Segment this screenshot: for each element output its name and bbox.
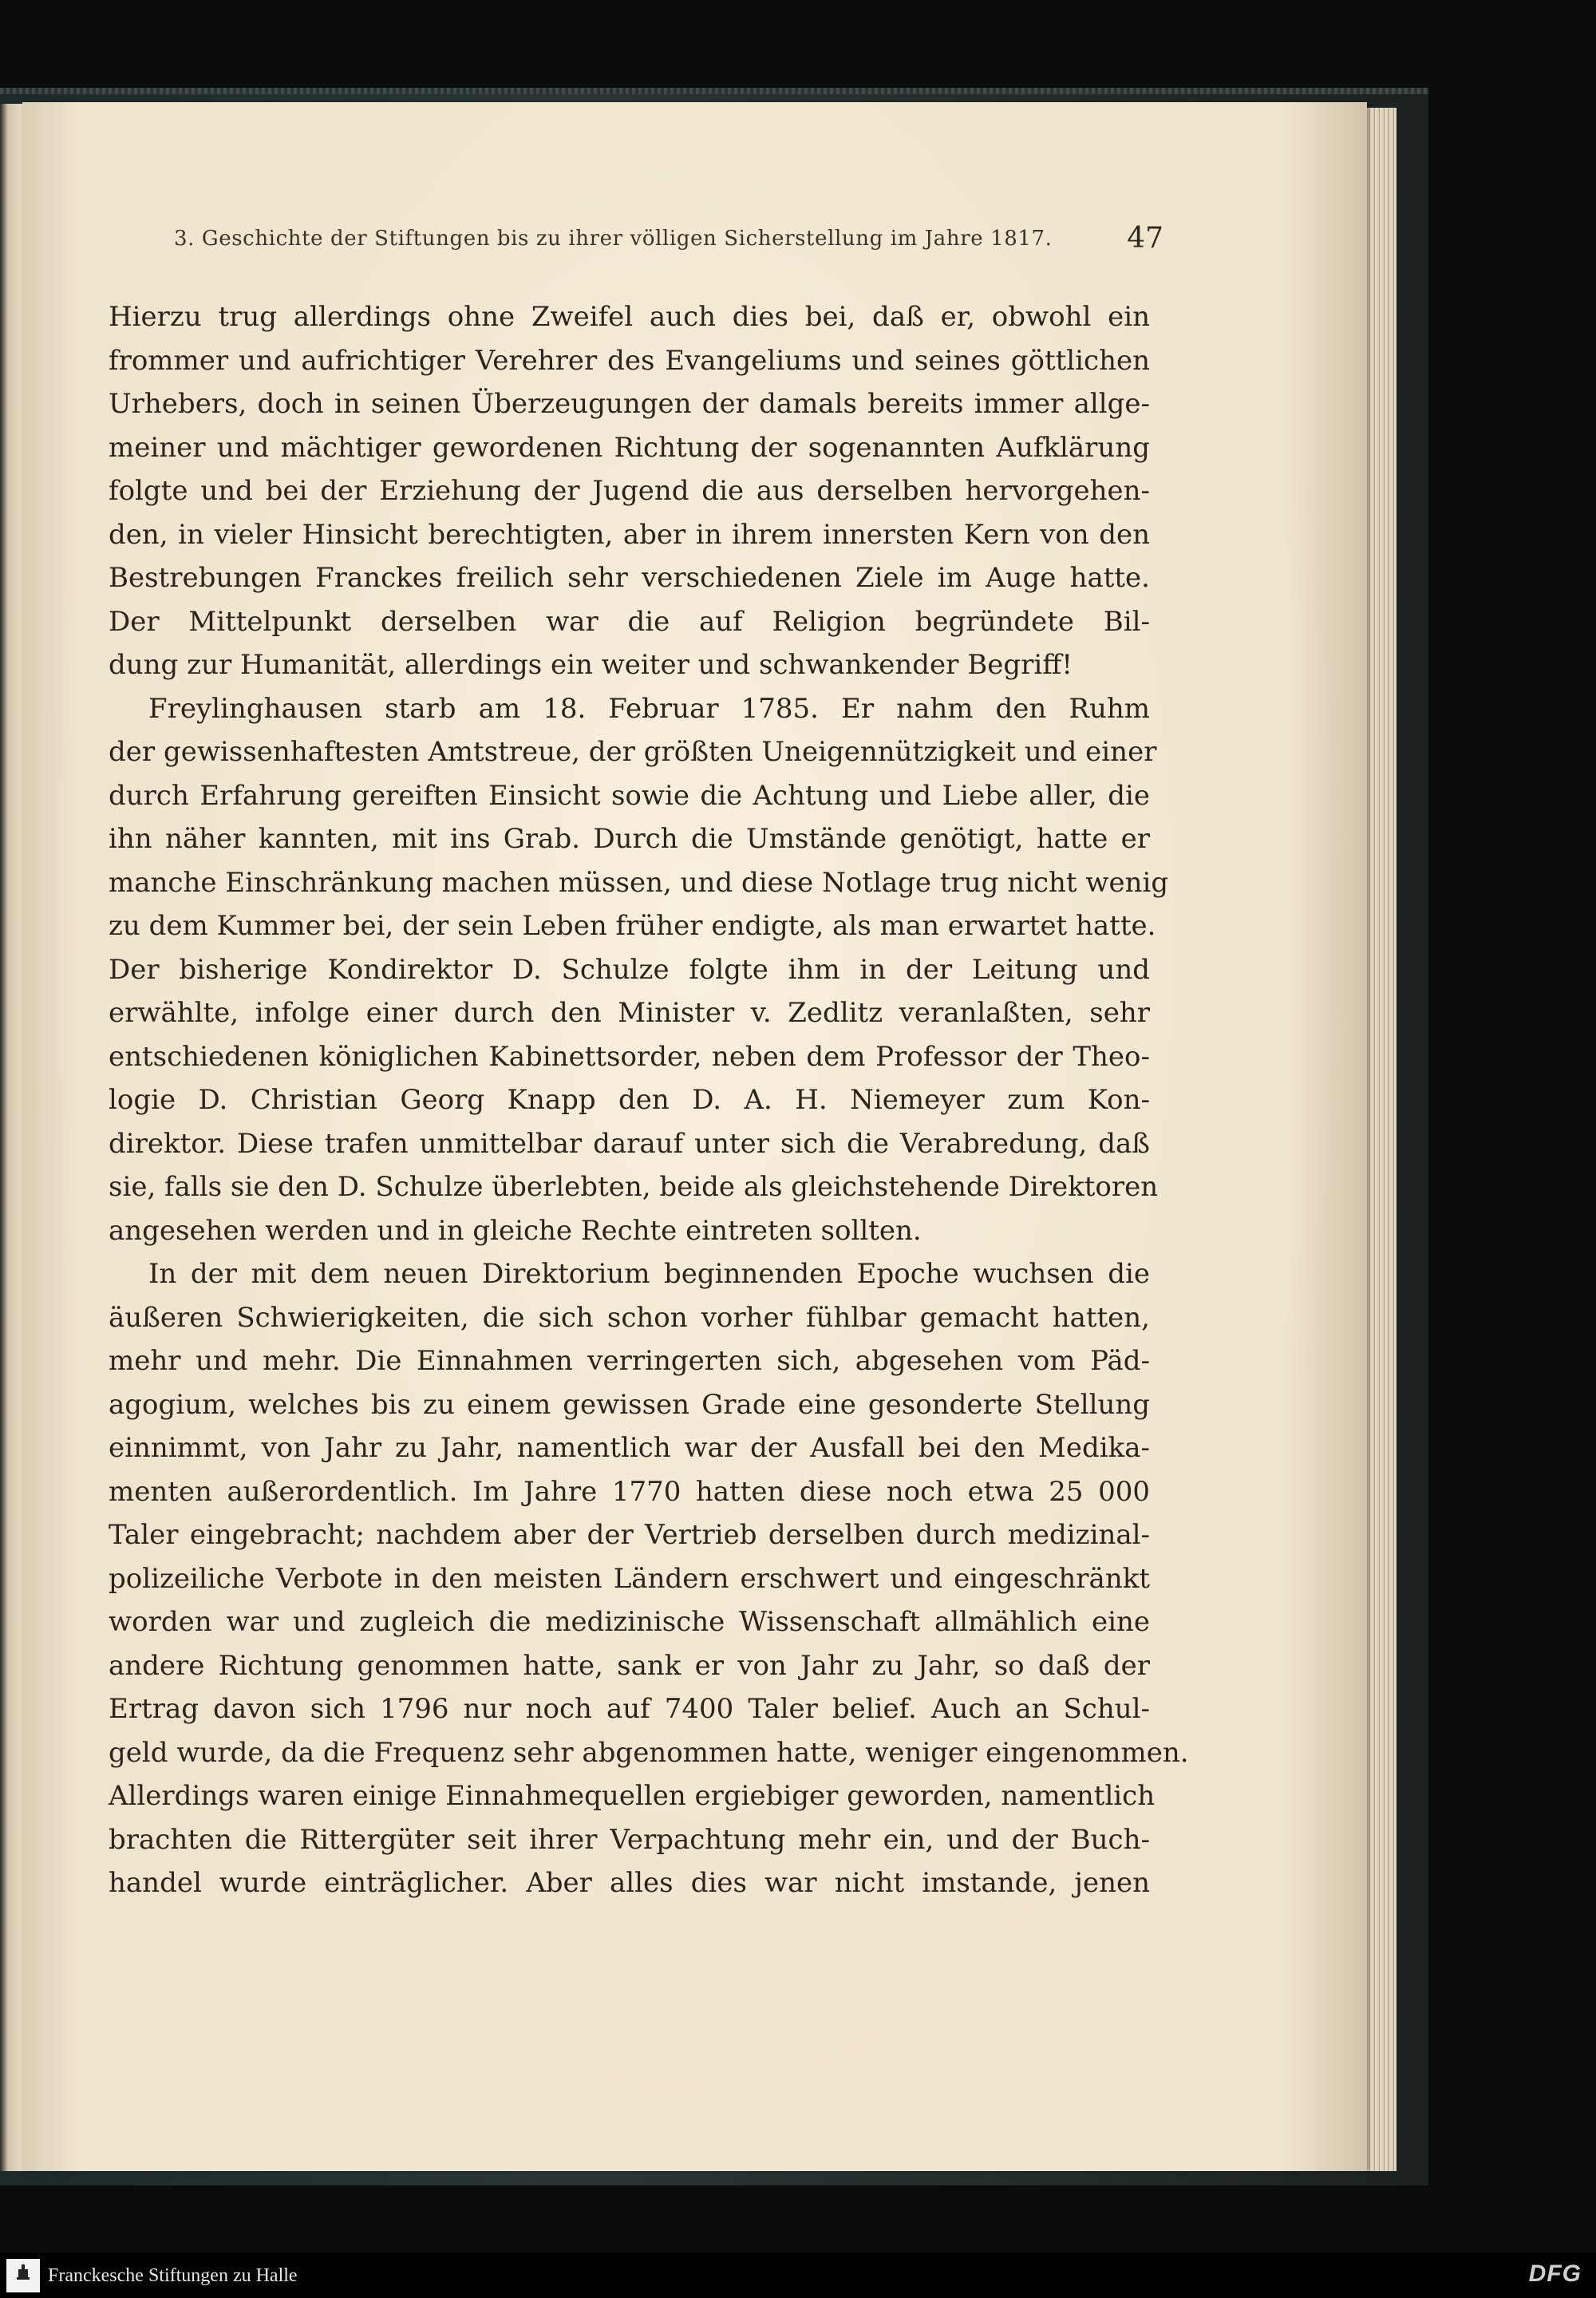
institution-logo (6, 2259, 40, 2292)
text-line: agogium, welches bis zu einem gewissen Grade eine gesonderte Stellung (109, 1388, 1150, 1421)
text-line: andere Richtung genommen hatte, sank er von Jahr zu Jahr, so daß der (109, 1649, 1150, 1682)
text-line: folgte und bei der Erziehung der Jugend die aus derselben hervorgehen- (109, 475, 1150, 507)
text-line: frommer und aufrichtiger Verehrer des Evangeliums und seines göttlichen (109, 344, 1150, 377)
institution-name: Franckesche Stiftungen zu Halle (48, 2265, 298, 2286)
text-line: logie D. Christian Georg Knapp den D. A. H. Niemeyer zum Kon- (109, 1084, 1150, 1116)
text-line: manche Einschränkung machen müssen, und diese Notlage trug nicht wenig (109, 866, 1169, 899)
book-page (22, 102, 1367, 2171)
text-line: angesehen werden und in gleiche Rechte eintreten sollten. (109, 1214, 922, 1247)
text-line: worden war und zugleich die medizinische Wissenschaft allmählich eine (109, 1606, 1150, 1638)
chapter-header: 3. Geschichte der Stiftungen bis zu ihrer völligen Sicherstellung im Jahre 1817. (174, 227, 1053, 251)
text-line: direktor. Diese trafen unmittelbar darauf unter sich die Verabredung, daß (109, 1127, 1150, 1160)
text-line: zu dem Kummer bei, der sein Leben früher endigte, als man erwartet hatte. (109, 910, 1156, 942)
text-line: Bestrebungen Franckes freilich sehr verschiedenen Ziele im Auge hatte. (109, 562, 1150, 594)
text-line: der gewissenhaftesten Amtstreue, der größten Uneigennützigkeit und einer (109, 736, 1157, 768)
text-line: dung zur Humanität, allerdings ein weiter und schwankender Begriff! (109, 649, 1073, 681)
body-text (109, 295, 1189, 1905)
text-line: äußeren Schwierigkeiten, die sich schon vorher fühlbar gemacht hatten, (109, 1301, 1150, 1334)
text-line: meiner und mächtiger gewordenen Richtung der sogenannten Aufklärung (109, 431, 1150, 464)
text-line: Allerdings waren einige Einnahmequellen ergiebiger geworden, namentlich (109, 1780, 1156, 1812)
text-line: handel wurde einträglicher. Aber alles dies war nicht imstande, jenen (109, 1867, 1150, 1899)
text-line: Der Mittelpunkt derselben war die auf Religion begründete Bil- (109, 605, 1150, 638)
text-line: ihn näher kannten, mit ins Grab. Durch die Umstände genötigt, hatte er (109, 823, 1150, 855)
running-head (174, 222, 1163, 259)
text-line: einnimmt, von Jahr zu Jahr, namentlich war der Ausfall bei den Medika- (109, 1432, 1150, 1464)
page-number: 47 (1127, 222, 1163, 255)
text-line: mehr und mehr. Die Einnahmen verringerten sich, abgesehen vom Päd- (109, 1345, 1150, 1377)
text-line: Urhebers, doch in seinen Überzeugungen der damals bereits immer allge- (109, 388, 1150, 420)
text-line: menten außerordentlich. Im Jahre 1770 hatten diese noch etwa 25 000 (109, 1475, 1150, 1508)
text-line: Taler eingebracht; nachdem aber der Vertrieb derselben durch medizinal- (109, 1519, 1150, 1551)
dfg-logo: DFG (1528, 2260, 1582, 2287)
previous-page-edge (0, 104, 22, 2171)
text-line: Hierzu trug allerdings ohne Zweifel auch dies bei, daß er, obwohl ein (109, 301, 1150, 333)
text-line: durch Erfahrung gereiften Einsicht sowie die Achtung und Liebe aller, die (109, 779, 1150, 812)
text-line: den, in vieler Hinsicht berechtigten, aber in ihrem innersten Kern von den (109, 518, 1150, 551)
text-line: entschiedenen königlichen Kabinettsorder, neben dem Professor der Theo- (109, 1040, 1150, 1073)
text-line: erwählte, infolge einer durch den Minister v. Zedlitz veranlaßten, sehr (109, 997, 1150, 1029)
text-line: sie, falls sie den D. Schulze überlebten, beide als gleichstehende Direktoren (109, 1171, 1159, 1203)
text-line: brachten die Rittergüter seit ihrer Verpachtung mehr ein, und der Buch- (109, 1823, 1150, 1856)
text-line: Freylinghausen starb am 18. Februar 1785. Er nahm den Ruhm (148, 692, 1150, 725)
text-line: Ertrag davon sich 1796 nur noch auf 7400 Taler belief. Auch an Schul- (109, 1693, 1150, 1725)
franckesche-logo-icon (16, 2263, 30, 2282)
text-line: In der mit dem neuen Direktorium beginnenden Epoche wuchsen die (148, 1258, 1150, 1290)
text-line: polizeiliche Verbote in den meisten Ländern erschwert und eingeschränkt (109, 1562, 1150, 1595)
text-line: Der bisherige Kondirektor D. Schulze folgte ihm in der Leitung und (109, 953, 1150, 986)
text-line: geld wurde, da die Frequenz sehr abgenommen hatte, weniger eingenommen. (109, 1736, 1189, 1769)
viewer-footer (0, 2253, 1596, 2298)
